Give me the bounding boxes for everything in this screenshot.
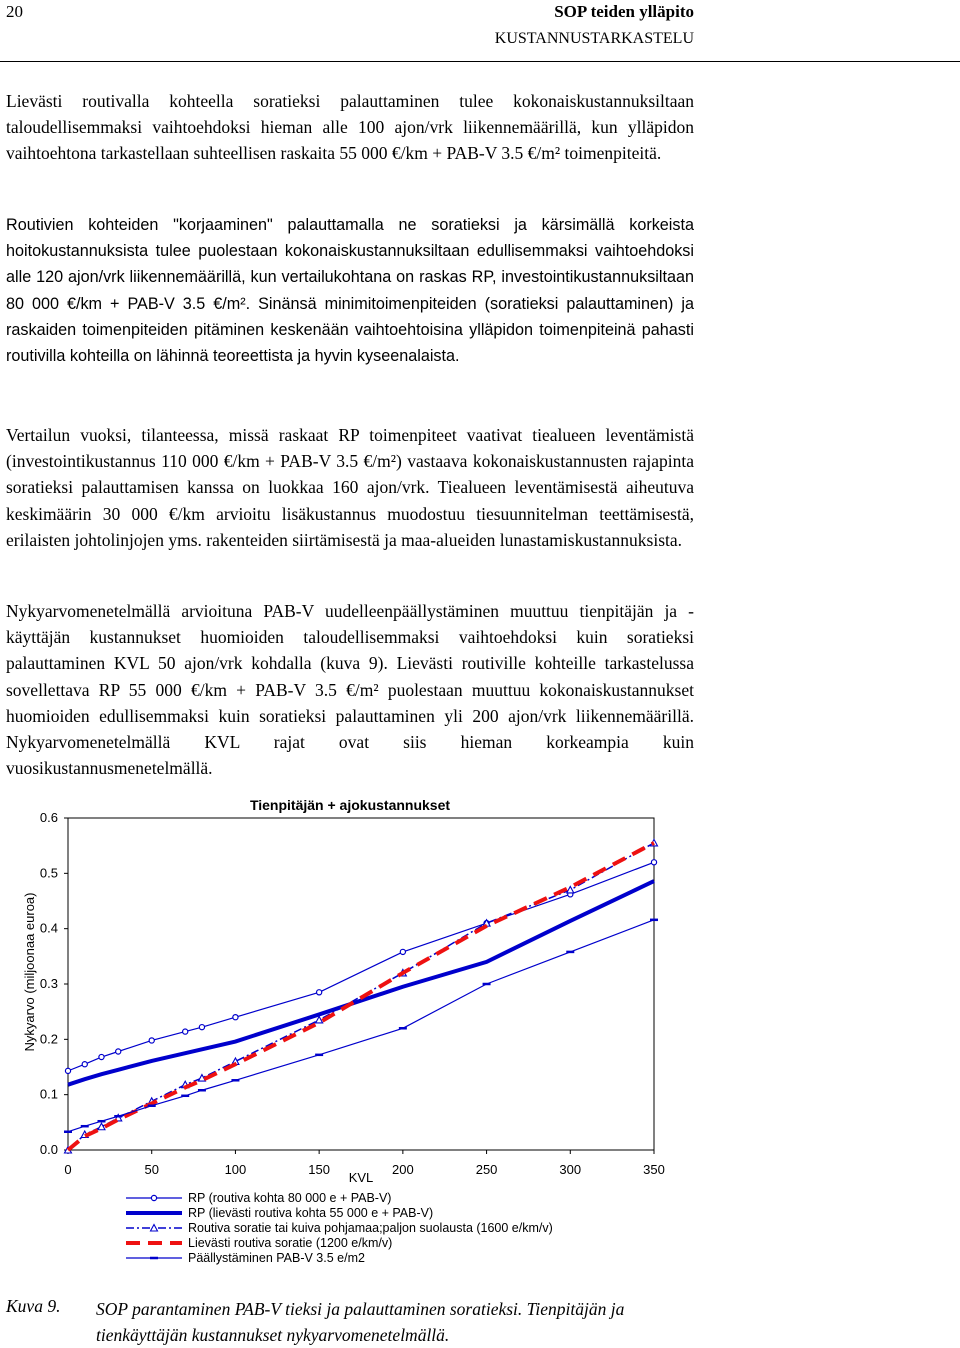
series-point-circle — [82, 1062, 87, 1067]
legend-label: RP (routiva kohta 80 000 e + PAB-V) — [188, 1191, 392, 1205]
y-tick-label: 0.1 — [39, 1086, 58, 1102]
series-point-circle — [149, 1038, 154, 1043]
y-tick-label: 0.2 — [39, 1031, 58, 1047]
x-tick-label: 300 — [559, 1162, 582, 1177]
header-rule — [0, 61, 960, 62]
legend — [126, 1191, 553, 1265]
y-tick-label: 0.3 — [39, 976, 58, 991]
x-tick-label: 350 — [643, 1162, 665, 1177]
legend-label: Routiva soratie tai kuiva pohjamaa;paljon suolausta (1600 e/km/v) — [188, 1221, 553, 1235]
paragraph-2: Routivien kohteiden "korjaaminen" palauttamalla ne soratieksi ja kärsimällä korkeista hoitokustannuksista tulee puolestaan kokonaiskustannuksiltaan edullisemmaksi vaihtoehdoksi alle 120 ajon/vrk liikennemäärillä, kun vertailukohtana on raskas RP, investointikustannuksiltaan 80 000 €/km + PAB-V 3.5 €/m². Sinänsä minimitoimenpiteiden (soratieksi palauttaminen) ja raskaiden toimenpiteiden pitäminen keskenään vaihtoehtoisina ylläpidon toimenpiteinä pahasti routivilla kohteilla on lähinnä teoreettista ja hyvin kyseenalaista. — [6, 216, 694, 366]
series-point-circle — [151, 1195, 156, 1200]
x-tick-label: 150 — [308, 1162, 330, 1177]
legend-label: Päällystäminen PAB-V 3.5 e/m2 — [188, 1251, 365, 1265]
figure-caption-label: Kuva 9. — [6, 1296, 61, 1316]
paragraph-4: Nykyarvomenetelmällä arvioituna PAB-V uudelleenpäällystäminen muuttuu tienpitäjän ja -käyttäjän kustannukset huomioiden taloudellisemmaksi vaihtoehdoksi kuin soratieksi palauttaminen KVL 50 ajon/vrk kohdalla (kuva 9). Lievästi routiville kohteille tarkastelussa sovellettava RP 55 000 €/km + PAB-V 3.5 €/m² puolestaan muuttuu kokonaiskustannukset huomioiden edullisemmaksi kuin soratieksi palauttaminen yli 200 ajon/vrk liikennemäärillä. Nykyarvomenetelmällä KVL rajat ovat siis hieman korkeampia kuin vuosikustannusmenetelmällä. — [6, 601, 694, 779]
series-point-circle — [65, 1068, 70, 1073]
series-point-circle — [400, 949, 405, 954]
paragraph-3: Vertailun vuoksi, tilanteessa, missä raskaat RP toimenpiteet vaativat tiealueen leventämistä (investointikustannus 110 000 €/km + PAB-V 3.5 €/m²) vastaava kokonaiskustannusten rajapinta soratieksi palauttamisen kanssa on luokkaa 160 ajon/vrk. Tiealueen leventämisestä aiheutuva keskimäärin 30 000 €/km arvioitu lisäkustannus muodostuu tiesuunnitelman teettämisestä, erilaisten johtolinjojen yms. rakenteiden siirtämisestä ja maa-alueiden lunastamiskustannuksista. — [6, 425, 694, 550]
series-point-triangle — [567, 886, 574, 893]
y-tick-label: 0.5 — [39, 865, 58, 881]
series-point-circle — [651, 860, 656, 865]
x-tick-label: 0 — [64, 1162, 72, 1177]
running-subtitle: KUSTANNUSTARKASTELU — [494, 30, 694, 47]
x-axis-label: KVL — [348, 1170, 374, 1185]
figure-caption-text: SOP parantaminen PAB-V tieksi ja palauttaminen soratieksi. Tienpitäjän ja tienkäyttäjän kustannukset nykyarvomenetelmällä. — [96, 1299, 625, 1345]
series-point-circle — [199, 1025, 204, 1030]
y-tick-label: 0.0 — [39, 1142, 58, 1157]
x-tick-label: 250 — [475, 1162, 498, 1177]
series-line — [68, 881, 654, 1085]
y-axis-label: Nykyarvo (miljoonaa euroa) — [22, 892, 37, 1052]
x-tick-label: 100 — [224, 1162, 247, 1177]
series-point-circle — [99, 1054, 104, 1059]
series-point-triangle — [98, 1123, 105, 1130]
legend-label: RP (lievästi routiva kohta 55 000 e + PAB-V) — [188, 1206, 434, 1220]
series-point-circle — [317, 990, 322, 995]
page-number: 20 — [6, 2, 23, 21]
x-tick-label: 200 — [392, 1162, 414, 1177]
chart-title: Tienpitäjän + ajokustannukset — [249, 797, 451, 813]
series-point-circle — [183, 1029, 188, 1034]
series-layer — [64, 839, 658, 1153]
series-point-triangle — [151, 1225, 158, 1232]
y-tick-label: 0.6 — [39, 810, 58, 825]
paragraph-1: Lievästi routivalla kohteella soratieksi palauttaminen tulee kokonaiskustannuksiltaan taloudellisemmaksi vaihtoehdoksi hieman alle 100 ajon/vrk liikennemäärillä, kun ylläpidon vaihtoehtona tarkastellaan suhteellisen raskaita 55 000 €/km + PAB-V 3.5 €/m² toimenpiteitä. — [6, 91, 694, 164]
y-axis-ticks — [40, 810, 68, 1157]
series-point-triangle — [316, 1016, 323, 1023]
x-tick-label: 50 — [144, 1162, 159, 1177]
y-tick-label: 0.4 — [39, 920, 58, 936]
series-point-circle — [233, 1015, 238, 1020]
series-point-circle — [116, 1049, 121, 1054]
legend-label: Lievästi routiva soratie (1200 e/km/v) — [188, 1236, 393, 1250]
series-line — [68, 862, 654, 1071]
cost-chart — [0, 790, 720, 1290]
running-title: SOP teiden ylläpito — [554, 2, 694, 21]
